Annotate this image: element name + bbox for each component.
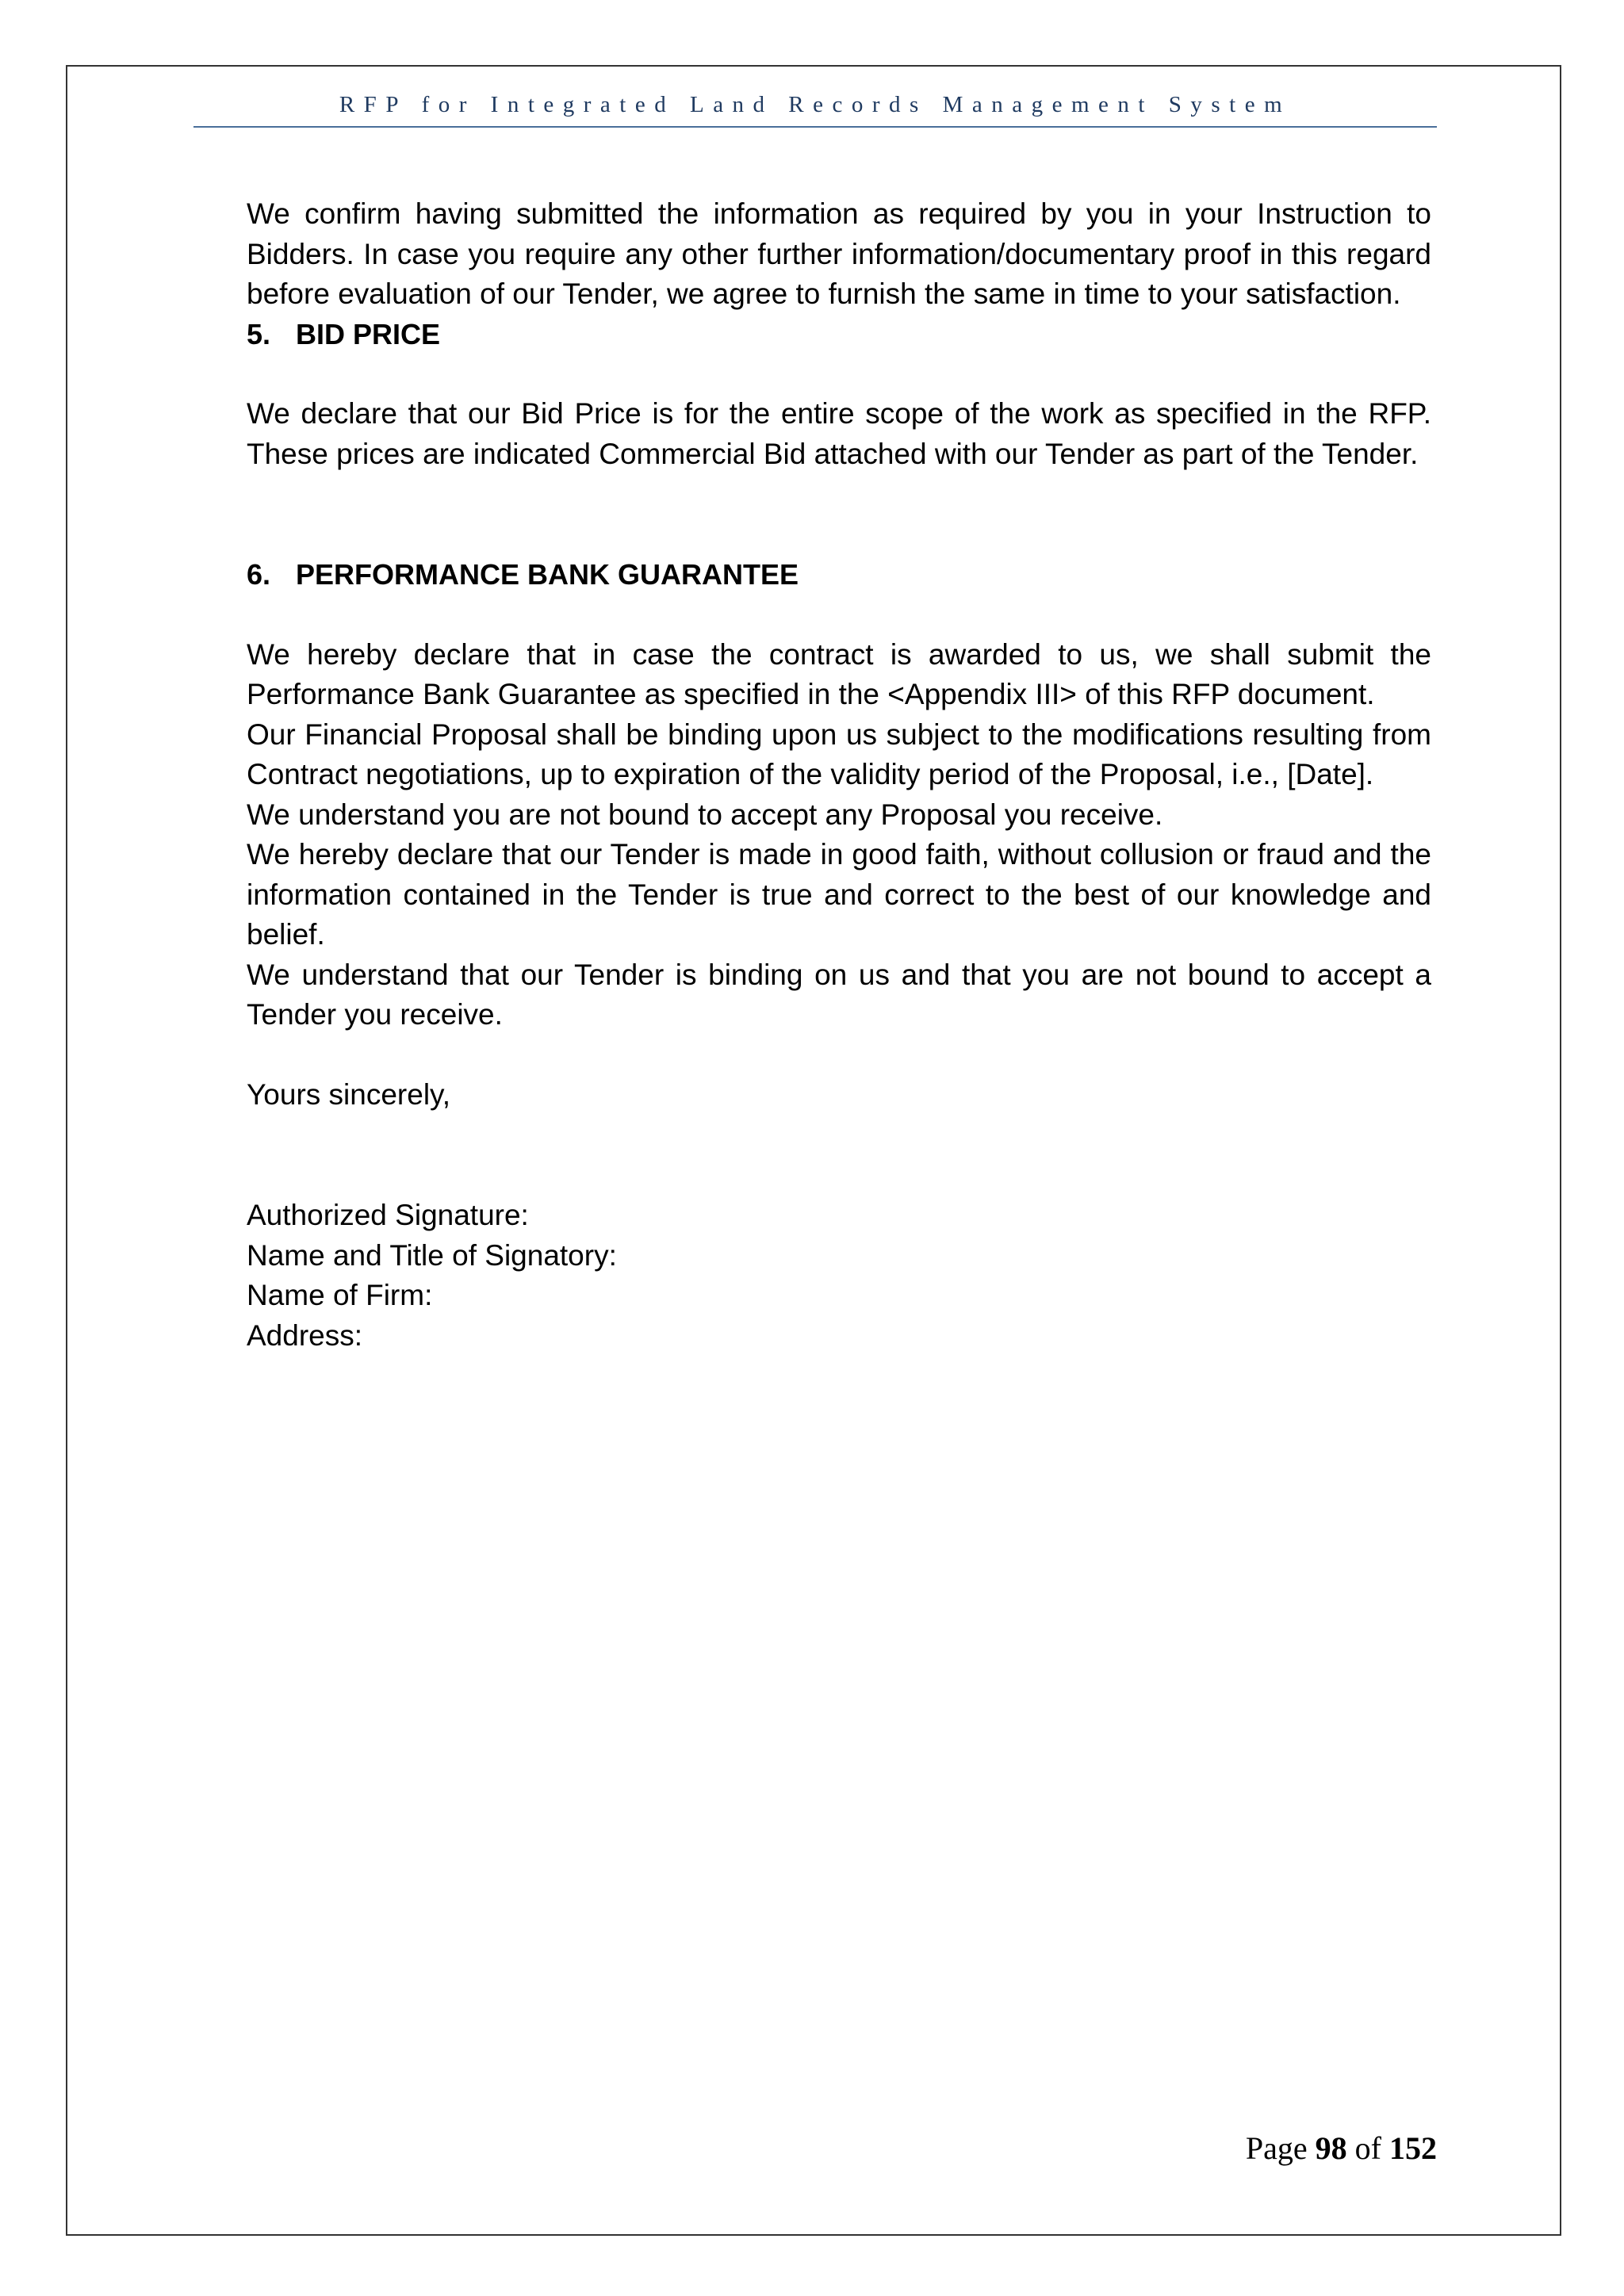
- spacer: [247, 595, 1431, 635]
- spacer: [247, 474, 1431, 555]
- document-body: [247, 194, 1431, 1356]
- running-header: RFP for Integrated Land Records Management System: [339, 92, 1292, 117]
- guarantee-paragraph: We hereby declare that in case the contract is awarded to us, we shall submit the Performance Bank Guarantee as specified in the <Appendix III> of this RFP document.: [247, 637, 1431, 710]
- confirmation-paragraph: We confirm having submitted the information as required by you in your Instruction to Bidders. In case you require any other further information/documentary proof in this regard before evaluation of our Tender, we agree to furnish the same in time to your satisfaction.: [247, 197, 1431, 310]
- section-6-title: PERFORMANCE BANK GUARANTEE: [296, 558, 799, 591]
- firm-name-label: Name of Firm:: [247, 1279, 433, 1311]
- header-rule: [193, 126, 1437, 128]
- binding-tender-paragraph: We understand that our Tender is binding on us and that you are not bound to accept a Tender you receive.: [247, 958, 1431, 1031]
- address-label: Address:: [247, 1318, 363, 1352]
- of-word: of: [1354, 2130, 1381, 2166]
- authorized-signature-label: Authorized Signature:: [247, 1199, 529, 1231]
- signatory-name-title-label: Name and Title of Signatory:: [247, 1238, 617, 1272]
- section-5-heading: [247, 315, 1431, 355]
- spacer: [247, 1115, 1431, 1196]
- financial-proposal-paragraph: Our Financial Proposal shall be binding upon us subject to the modifications resulting from Contract negotiations, up to expiration of the validity period of the Proposal, i.e., [Date].: [247, 718, 1431, 790]
- spacer: [247, 1035, 1431, 1075]
- closing-salutation: Yours sincerely,: [247, 1077, 451, 1111]
- good-faith-paragraph: We hereby declare that our Tender is made in good faith, without collusion or fraud and the information contained in the Tender is true and correct to the best of our knowledge and belief.: [247, 838, 1431, 951]
- page-number-footer: [1246, 2130, 1437, 2167]
- current-page-number: 98: [1315, 2130, 1347, 2166]
- spacer: [247, 354, 1431, 394]
- not-bound-paragraph: We understand you are not bound to accept any Proposal you receive.: [247, 798, 1163, 831]
- bid-price-paragraph: We declare that our Bid Price is for the entire scope of the work as specified in the RFP. These prices are indicated Commercial Bid attached with our Tender as part of the Tender.: [247, 397, 1431, 470]
- section-5-number: 5.: [247, 317, 271, 350]
- section-5-title: BID PRICE: [296, 317, 441, 350]
- section-6-number: 6.: [247, 558, 271, 591]
- total-pages-number: 152: [1389, 2130, 1437, 2166]
- page-word: Page: [1245, 2130, 1308, 2166]
- section-6-heading: [247, 555, 1431, 595]
